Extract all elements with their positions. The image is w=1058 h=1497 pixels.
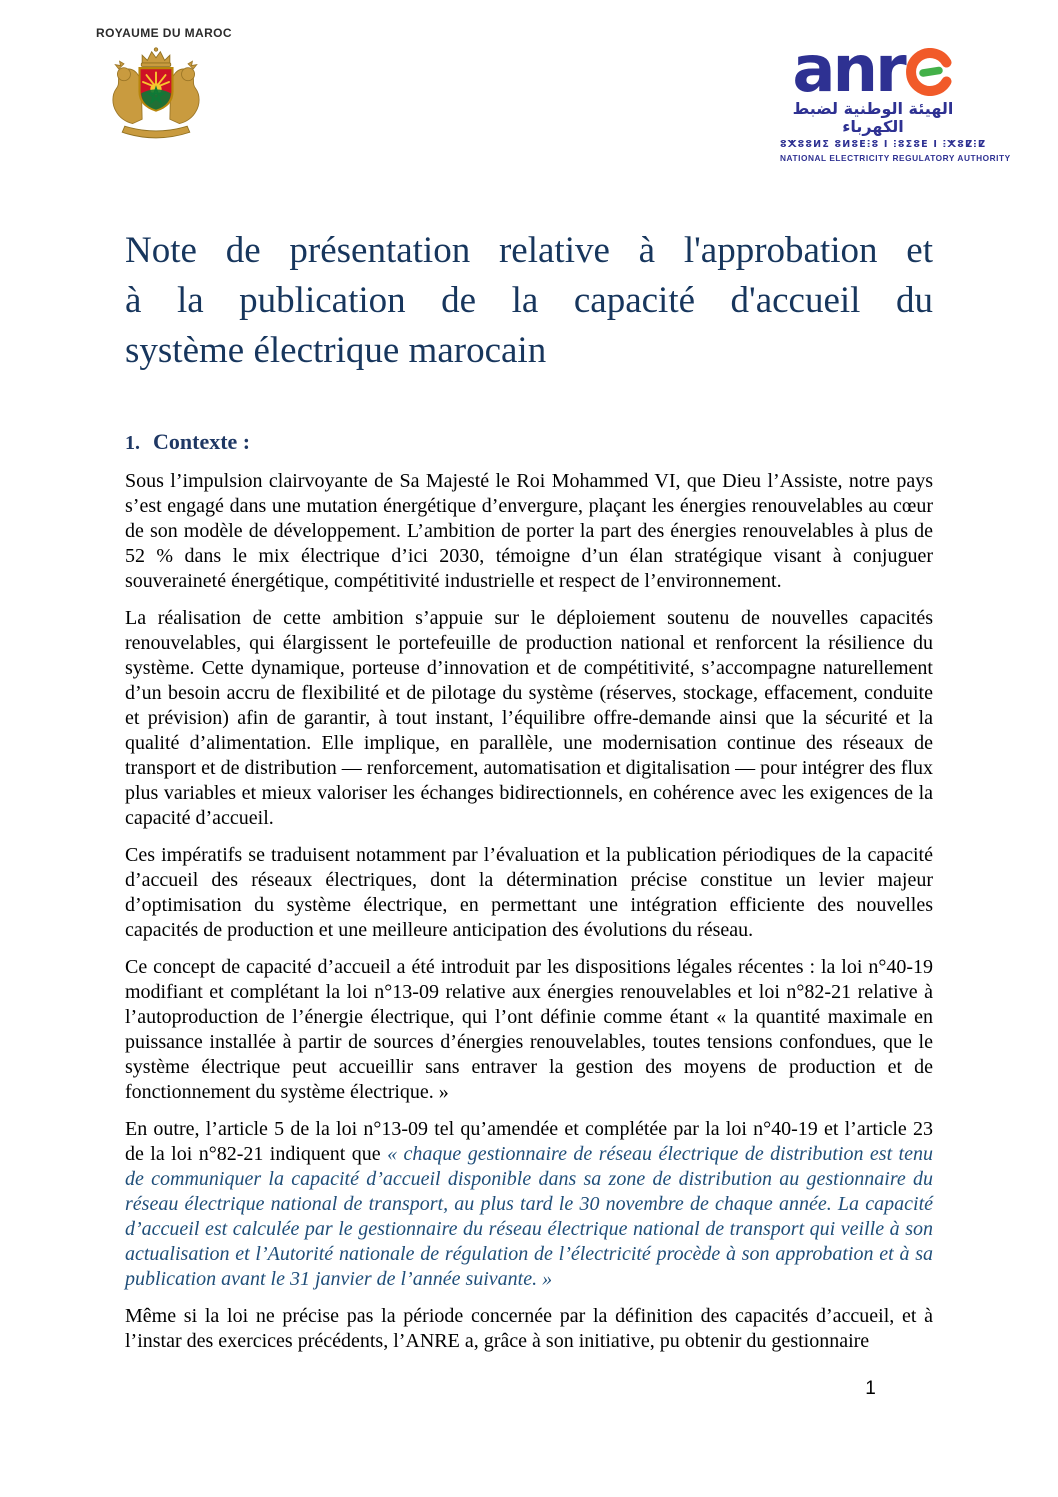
paragraph-4: Ce concept de capacité d’accueil a été introduit par les dispositions légales récentes : la loi n°40-19 modifiant et complétant la loi n°13-09 relative aux énergies renouvelables et loi n°82-21 relative à l’autoproduction de l’énergie électrique, qui l’ont définie comme étant « la quantité maximale en puissance installée à partir de sources d’énergies renouvelables, toutes tensions confondues, que le système électrique peut accueillir sans entraver la gestion des moyens de production et de fonctionnement du système électrique. »	[125, 956, 933, 1103]
anre-arabic-name: الهيئة الوطنية لضبط الكهرباء	[792, 99, 954, 136]
document-content	[125, 226, 933, 1366]
kingdom-label: ROYAUME DU MAROC	[96, 26, 232, 40]
anre-wordmark	[780, 33, 966, 107]
section-number: 1.	[125, 432, 140, 454]
page-number: 1	[865, 1378, 876, 1399]
paragraph-1: Sous l’impulsion clairvoyante de Sa Majesté le Roi Mohammed VI, que Dieu l’Assiste, notre pays s’est engagé dans une mutation énergétique d’envergure, plaçant les énergies renouvelables au cœur de son modèle de développement. L’ambition de porter la part des énergies renouvelables à plus de 52 % dans le mix électrique d’ici 2030, témoigne d’un élan stratégique visant à conjuguer souveraineté énergétique, compétitivité industrielle et respect de l’environnement.	[125, 470, 933, 592]
anre-english-name: NATIONAL ELECTRICITY REGULATORY AUTHORITY	[780, 153, 1011, 163]
section-heading-contexte	[125, 428, 933, 457]
section-title: Contexte :	[153, 429, 251, 454]
paragraph-3: Ces impératifs se traduisent notamment par l’évaluation et la publication périodiques de la capacité d’accueil des réseaux électriques, dont la détermination précise constitue un levier majeur d’optimisation du système électrique, en permettant une intégration efficiente des nouvelles capacités de production et une meilleure anticipation des évolutions du réseau.	[125, 844, 933, 941]
title-line-2: à la publication de la capacité d'accueil du	[125, 280, 933, 321]
paragraph-5-legal-quote	[125, 1117, 933, 1292]
paragraph-5-quote: « chaque gestionnaire de réseau électrique de distribution est tenu de communiquer la capacité d’accueil disponible dans sa zone de distribution au gestionnaire du réseau électrique national de transport, au plus tard le 30 novembre de chaque année. La capacité d’accueil est calculée par le gestionnaire du réseau électrique national de transport qui veille à son actualisation et l’Autorité nationale de régulation de l’électricité procède à son approbation et à sa publication avant le 31 janvier de l’année suivante. »	[125, 1143, 933, 1290]
paragraph-2: La réalisation de cette ambition s’appuie sur le déploiement soutenu de nouvelles capacités renouvelables, qui élargissent le portefeuille de production national et renforcent la résilience du système. Cette dynamique, porteuse d’innovation et de compétitivité, s’accompagne naturellement d’un besoin accru de flexibilité et de pilotage du système (réserves, stockage, effacement, conduite et prévision) afin de garantir, à tout instant, l’équilibre offre-demande ainsi que la sécurité et la qualité d’alimentation. Elle implique, en parallèle, une modernisation continue des réseaux de transport et de distribution — renforcement, automatisation et digitalisation — pour intégrer des flux plus variables et mieux valoriser les échanges bidirectionnels, en cohérence avec les exigences de la capacité d’accueil.	[125, 607, 933, 829]
paragraph-6: Même si la loi ne précise pas la période concernée par la définition des capacités d’accueil, et à l’instar des exercices précédents, l’ANRE a, grâce à son initiative, pu obtenir du gestionnaire	[125, 1305, 933, 1352]
anre-logo	[780, 33, 1011, 163]
anre-e-icon	[906, 48, 954, 96]
morocco-coat-of-arms-icon	[104, 45, 208, 145]
kingdom-header-block	[96, 26, 232, 145]
paragraph-5-lead: En outre, l’article 5 de la loi n°13-09 tel qu’amendée et complétée par la loi n°40-19 et l’article 23 de la loi n°82-21 indiquent que	[125, 1118, 933, 1165]
document-title	[125, 226, 933, 376]
anre-tifinagh-name: ⵓⵅⵓⵓⵍⵉ ⵓⵍⵓⴹⵗⵓ ⵏ ⵗⵓⵉⵓⴹ ⵏ ⵗⵅⵓⵇⵗⵇ	[780, 139, 987, 150]
anre-wordmark-letters: anr	[792, 33, 904, 107]
title-line-3: système électrique marocain	[125, 330, 547, 371]
title-line-1: Note de présentation relative à l'approbation et	[125, 230, 933, 271]
